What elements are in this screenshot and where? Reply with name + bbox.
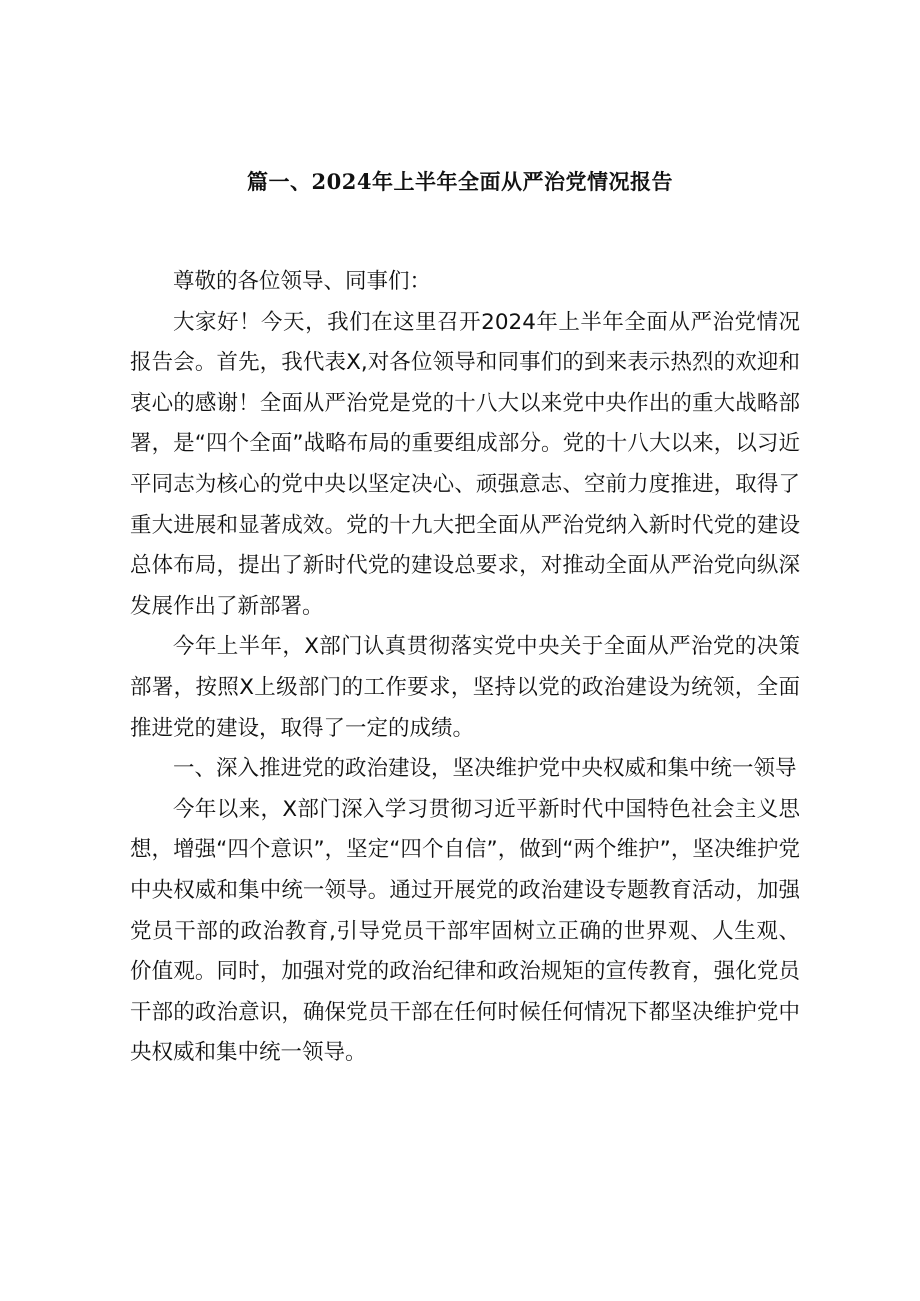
salutation-paragraph: 尊敬的各位领导、同事们： (173, 269, 432, 294)
section-heading-1: 一、深入推进党的政治建设，坚决维护党中央权威和集中统一领导 (173, 756, 797, 782)
summary-paragraph: 今年上半年，X部门认真贯彻落实党中央关于全面从严治党的决策部署，按照X上级部门的工作要求，坚持以党的政治建设为统领，全面推进党的建设，取得了一定的成绩。 (130, 634, 800, 741)
section-1-paragraph: 今年以来，X部门深入学习贯彻习近平新时代中国特色社会主义思想，增强“四个意识”，坚定“四个自信”，做到“两个维护”，坚决维护党中央权威和集中统一领导。通过开展党的政治建设专题教育活动，加强党员干部的政治教育,引导党员干部牢固树立正确的世界观、人生观、价值观。同时，加强对党的政治纪律和政治规矩的宣传教育，强化党员干部的政治意识，确保党员干部在任何时候任何情况下都坚决维护党中央权威和集中统一领导。 (130, 796, 800, 1066)
opening-paragraph: 大家好！今天，我们在这里召开2024年上半年全面从严治党情况报告会。首先，我代表X,对各位领导和同事们的到来表示热烈的欢迎和衷心的感谢！全面从严治党是党的十八大以来党中央作出的重大战略部署，是“四个全面”战略布局的重要组成部分。党的十八大以来，以习近平同志为核心的党中央以坚定决心、顽强意志、空前力度推进，取得了重大进展和显著成效。党的十九大把全面从严治党纳入新时代党的建设总体布局，提出了新时代党的建设总要求，对推动全面从严治党向纵深发展作出了新部署。 (130, 309, 800, 619)
document-body (130, 262, 800, 1074)
document-title: 篇一、2024年上半年全面从严治党情况报告 (247, 169, 673, 194)
